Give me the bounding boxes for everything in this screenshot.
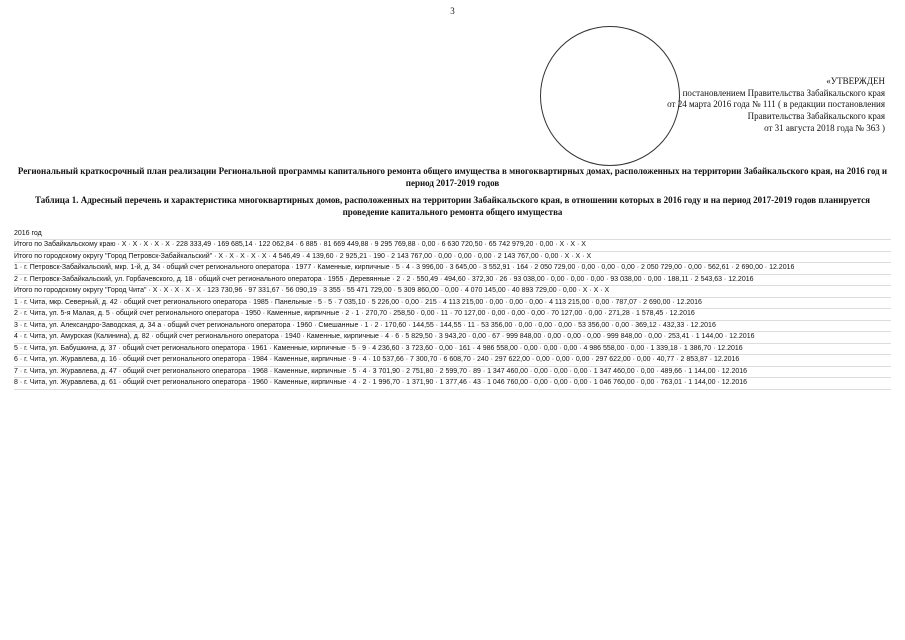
- approval-block: [667, 76, 885, 134]
- table-rows: [14, 229, 891, 390]
- approval-line: постановлением Правительства Забайкальского края: [682, 87, 885, 98]
- table-row: 5 · г. Чита, ул. Бабушкина, д. 37 · общий счет регионального оператора · 1961 · Каменные, кирпичные · 5 · 9 · 4 236,60 · 3 723,60 · 0,00 · 161 · 4 986 558,00 · 0,00 · 0,00 · 0,00 · 4 986 558,00 · 0,00 · 1 339,18 · 1 386,70 · 12.2016: [14, 344, 891, 356]
- approval-line: «УТВЕРЖДЕН: [826, 76, 885, 86]
- table-row: Итого по городскому округу "Город Чита" · X · X · X · X · X · 123 730,96 · 97 331,67 · 56 090,19 · 3 355 · 55 471 729,00 · 5 309 860,00 · 0,00 · 4 070 145,00 · 40 893 729,00 · 0,00 · X · X · X: [14, 286, 891, 298]
- approval-line: от 31 августа 2018 года № 363 ): [764, 122, 885, 133]
- document-title: Региональный краткосрочный план реализации Региональной программы капитального ремонта общего имущества в многоквартирных домах, расположенных на территории Забайкальского края, на 2016 год и период 2017-2019 годов: [17, 166, 888, 188]
- table-row: 2016 год: [14, 229, 891, 241]
- approval-line: от 24 марта 2016 года № 111 ( в редакции постановления: [667, 99, 885, 110]
- table-row: 8 · г. Чита, ул. Журавлева, д. 61 · общий счет регионального оператора · 1960 · Каменные, кирпичные · 4 · 2 · 1 996,70 · 1 371,90 · 1 377,46 · 43 · 1 046 760,00 · 0,00 · 0,00 · 0,00 · 1 046 760,00 · 0,00 · 763,01 · 1 144,00 · 12.2016: [14, 378, 891, 390]
- table-row: 6 · г. Чита, ул. Журавлева, д. 16 · общий счет регионального оператора · 1984 · Каменные, кирпичные · 9 · 4 · 10 537,66 · 7 300,70 · 6 608,70 · 240 · 297 622,00 · 0,00 · 0,00 · 0,00 · 297 622,00 · 0,00 · 40,77 · 2 853,87 · 12.2016: [14, 355, 891, 367]
- table-row: 2 · г. Чита, ул. 5-я Малая, д. 5 · общий счет регионального оператора · 1950 · Каменные, кирпичные · 2 · 1 · 270,70 · 258,50 · 0,00 · 11 · 70 127,00 · 0,00 · 0,00 · 0,00 · 70 127,00 · 0,00 · 271,28 · 1 578,45 · 12.2016: [14, 309, 891, 321]
- table-row: 2 · г. Петровск-Забайкальский, ул. Горбачевского, д. 18 · общий счет регионального оператора · 1955 · Деревянные · 2 · 2 · 550,49 · 494,60 · 372,30 · 26 · 93 038,00 · 0,00 · 0,00 · 0,00 · 93 038,00 · 0,00 · 188,11 · 2 543,63 · 12.2016: [14, 275, 891, 287]
- table-row: 4 · г. Чита, ул. Амурская (Калинина), д. 82 · общий счет регионального оператора · 1940 · Каменные, кирпичные · 4 · 6 · 5 829,50 · 3 943,20 · 0,00 · 67 · 999 848,00 · 0,00 · 0,00 · 0,00 · 999 848,00 · 0,00 · 253,41 · 1 144,00 · 12.2016: [14, 332, 891, 344]
- table-title: Таблица 1. Адресный перечень и характеристика многоквартирных домов, расположенных на территории Забайкальского края, в отношении которых в 2016 году и на период 2017-2019 годов планируется проведение капитального ремонта общего имущества: [35, 195, 870, 218]
- table-row: 3 · г. Чита, ул. Александро-Заводская, д. 34 а · общий счет регионального оператора · 1960 · Смешанные · 1 · 2 · 170,60 · 144,55 · 144,55 · 11 · 53 356,00 · 0,00 · 0,00 · 0,00 · 53 356,00 · 0,00 · 369,12 · 432,33 · 12.2016: [14, 321, 891, 333]
- table-row: Итого по городскому округу "Город Петровск-Забайкальский" · X · X · X · X · X · 4 546,49 · 4 139,60 · 2 925,21 · 190 · 2 143 767,00 · 0,00 · 0,00 · 0,00 · 2 143 767,00 · 0,00 · X · X · X: [14, 252, 891, 264]
- table-row: 1 · г. Петровск-Забайкальский, мкр. 1-й, д. 34 · общий счет регионального оператора · 1977 · Каменные, кирпичные · 5 · 4 · 3 996,00 · 3 645,00 · 3 552,91 · 164 · 2 050 729,00 · 0,00 · 0,00 · 0,00 · 2 050 729,00 · 0,00 · 562,61 · 2 690,00 · 12.2016: [14, 263, 891, 275]
- table-row: 7 · г. Чита, ул. Журавлева, д. 47 · общий счет регионального оператора · 1968 · Каменные, кирпичные · 5 · 4 · 3 701,90 · 2 751,80 · 2 599,70 · 89 · 1 347 460,00 · 0,00 · 0,00 · 0,00 · 1 347 460,00 · 0,00 · 489,66 · 1 144,00 · 12.2016: [14, 367, 891, 379]
- table-row: 1 · г. Чита, мкр. Северный, д. 42 · общий счет регионального оператора · 1985 · Панельные · 5 · 5 · 7 035,10 · 5 226,00 · 0,00 · 215 · 4 113 215,00 · 0,00 · 0,00 · 0,00 · 4 113 215,00 · 0,00 · 787,07 · 2 690,00 · 12.2016: [14, 298, 891, 310]
- table-row: Итого по Забайкальскому краю · X · X · X · X · X · 228 333,49 · 169 685,14 · 122 062,84 · 6 885 · 81 669 449,88 · 9 295 769,88 · 0,00 · 6 630 720,50 · 65 742 979,20 · 0,00 · X · X · X: [14, 240, 891, 252]
- approval-line: Правительства Забайкальского края: [747, 111, 885, 122]
- official-stamp: [540, 26, 680, 166]
- page-number: 3: [450, 6, 455, 16]
